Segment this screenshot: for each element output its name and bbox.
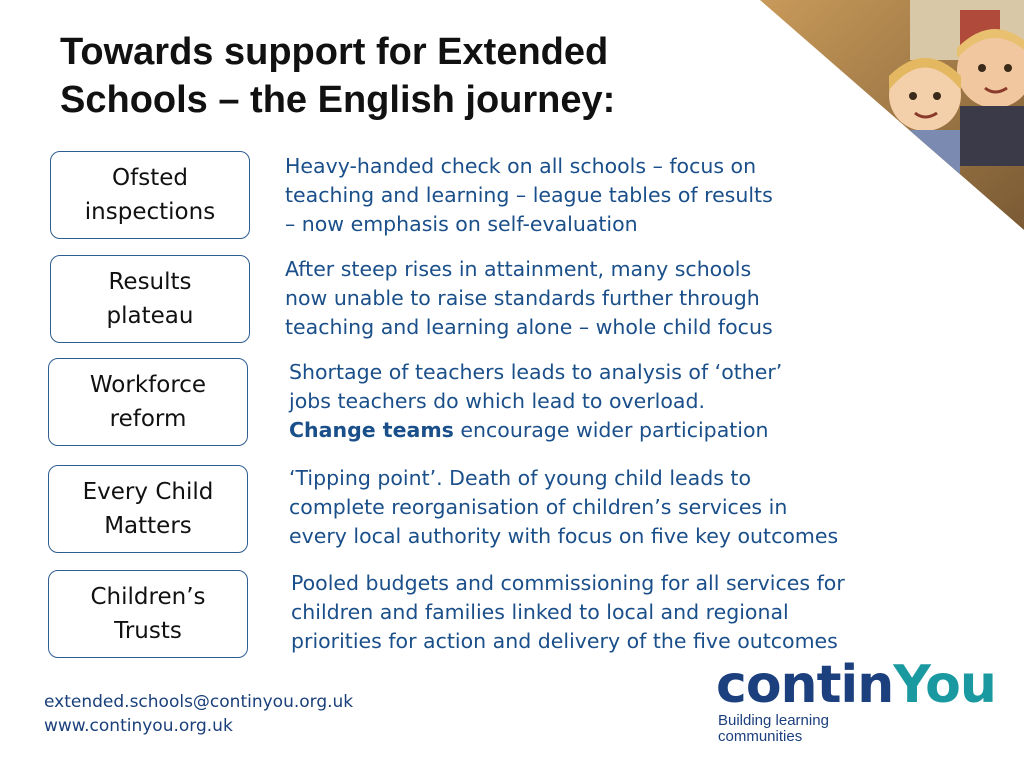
label-box-results-plateau bbox=[50, 255, 250, 343]
desc-ofsted: Heavy-handed check on all schools – focus on teaching and learning – league tables of results – now emphasis on self-evaluation bbox=[285, 154, 773, 236]
continyou-logo bbox=[716, 655, 996, 755]
label-box-childrens-trusts bbox=[48, 570, 248, 658]
slide-title bbox=[60, 28, 760, 124]
desc-text-part1: Shortage of teachers leads to analysis of ‘other’ jobs teachers do which lead to overload. bbox=[289, 360, 783, 413]
label-box-every-child-matters bbox=[48, 465, 248, 553]
desc-childrens-trusts: Pooled budgets and commissioning for all services for children and families linked to local and regional priorities for action and delivery of the five outcomes bbox=[291, 571, 845, 653]
label-text: Every Child Matters bbox=[82, 479, 214, 539]
label-box-workforce-reform bbox=[48, 358, 248, 446]
logo-tagline: Building learning communities bbox=[718, 712, 829, 745]
title-line-2: Schools – the English journey: bbox=[60, 79, 616, 121]
email-link[interactable]: extended.schools@continyou.org.uk bbox=[44, 692, 354, 712]
label-text: Workforce reform bbox=[89, 372, 207, 432]
website-link[interactable]: www.continyou.org.uk bbox=[44, 716, 233, 736]
logo-wordmark: continYou bbox=[716, 655, 996, 715]
change-teams-bold: Change teams bbox=[289, 418, 454, 442]
label-text: Ofsted inspections bbox=[84, 165, 216, 225]
label-text: Results plateau bbox=[106, 269, 194, 329]
desc-results-plateau: After steep rises in attainment, many schools now unable to raise standards further through teaching and learning alone – whole child focus bbox=[285, 257, 773, 339]
desc-workforce-reform bbox=[289, 358, 949, 445]
footer-contact bbox=[44, 690, 353, 738]
label-box-ofsted bbox=[50, 151, 250, 239]
label-text: Children’s Trusts bbox=[90, 584, 206, 644]
desc-every-child-matters: ‘Tipping point’. Death of young child leads to complete reorganisation of children’s services in every local authority with focus on five key outcomes bbox=[289, 466, 839, 548]
desc-text-part2: encourage wider participation bbox=[453, 418, 769, 442]
title-line-1: Towards support for Extended bbox=[60, 31, 609, 73]
